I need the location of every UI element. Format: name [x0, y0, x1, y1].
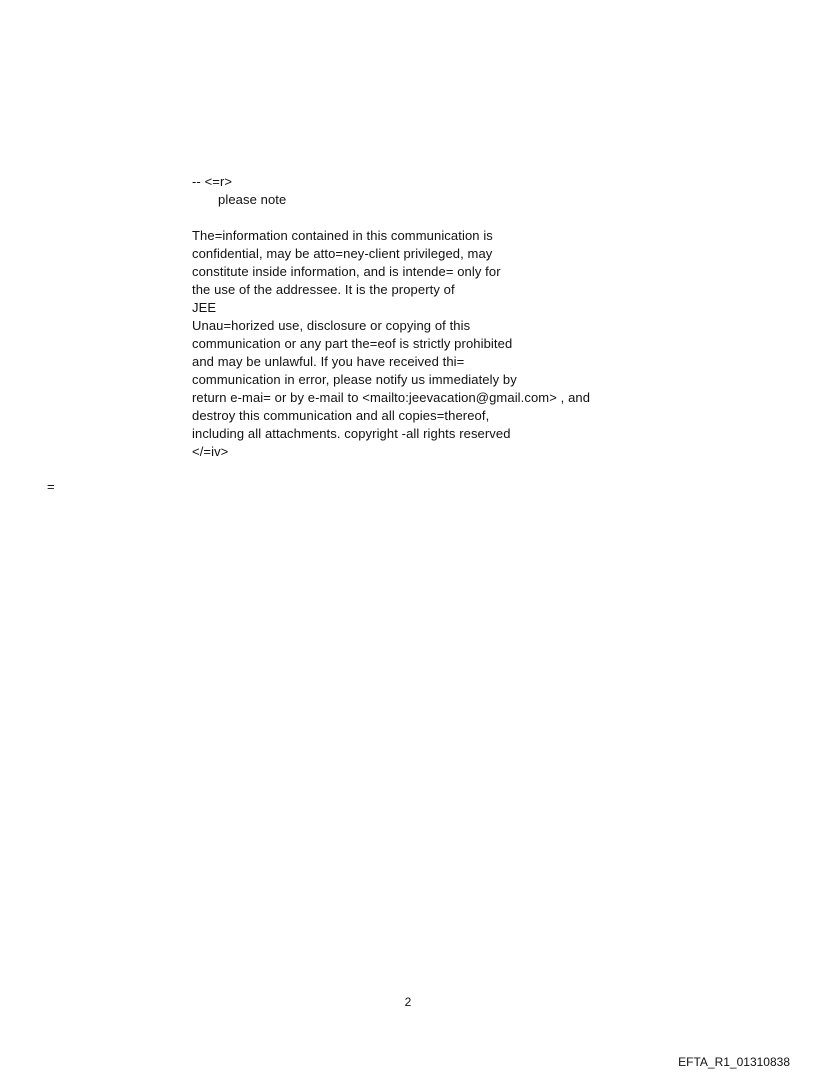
confidentiality-notice: [192, 227, 652, 461]
notice-line-6: Unau=horized use, disclosure or copying of this: [192, 318, 471, 333]
notice-line-11: destroy this communication and all copies=thereof,: [192, 408, 490, 423]
notice-line-2: confidential, may be atto=ney-client privileged, may: [192, 246, 493, 261]
notice-line-13: </=iv>: [192, 444, 229, 459]
notice-line-12: including all attachments. copyright -all rights reserved: [192, 426, 511, 441]
notice-line-9: communication in error, please notify us immediately by: [192, 372, 517, 387]
please-note-line: please note: [218, 192, 287, 207]
notice-line-1: The=information contained in this communication is: [192, 228, 493, 243]
header-line: -- <=r>: [192, 174, 233, 189]
notice-line-7: communication or any part the=eof is strictly prohibited: [192, 336, 513, 351]
notice-line-5: JEE: [192, 300, 217, 315]
notice-line-10: return e-mai= or by e-mail to <mailto:jeevacation@gmail.com> , and: [192, 390, 591, 405]
notice-line-8: and may be unlawful. If you have received thi=: [192, 354, 465, 369]
margin-equals-mark: =: [47, 479, 55, 494]
notice-line-3: constitute inside information, and is intende= only for: [192, 264, 501, 279]
document-id-stamp: EFTA_R1_01310838: [678, 1055, 790, 1069]
page-number: 2: [404, 995, 412, 1009]
notice-line-4: the use of the addressee. It is the property of: [192, 282, 455, 297]
